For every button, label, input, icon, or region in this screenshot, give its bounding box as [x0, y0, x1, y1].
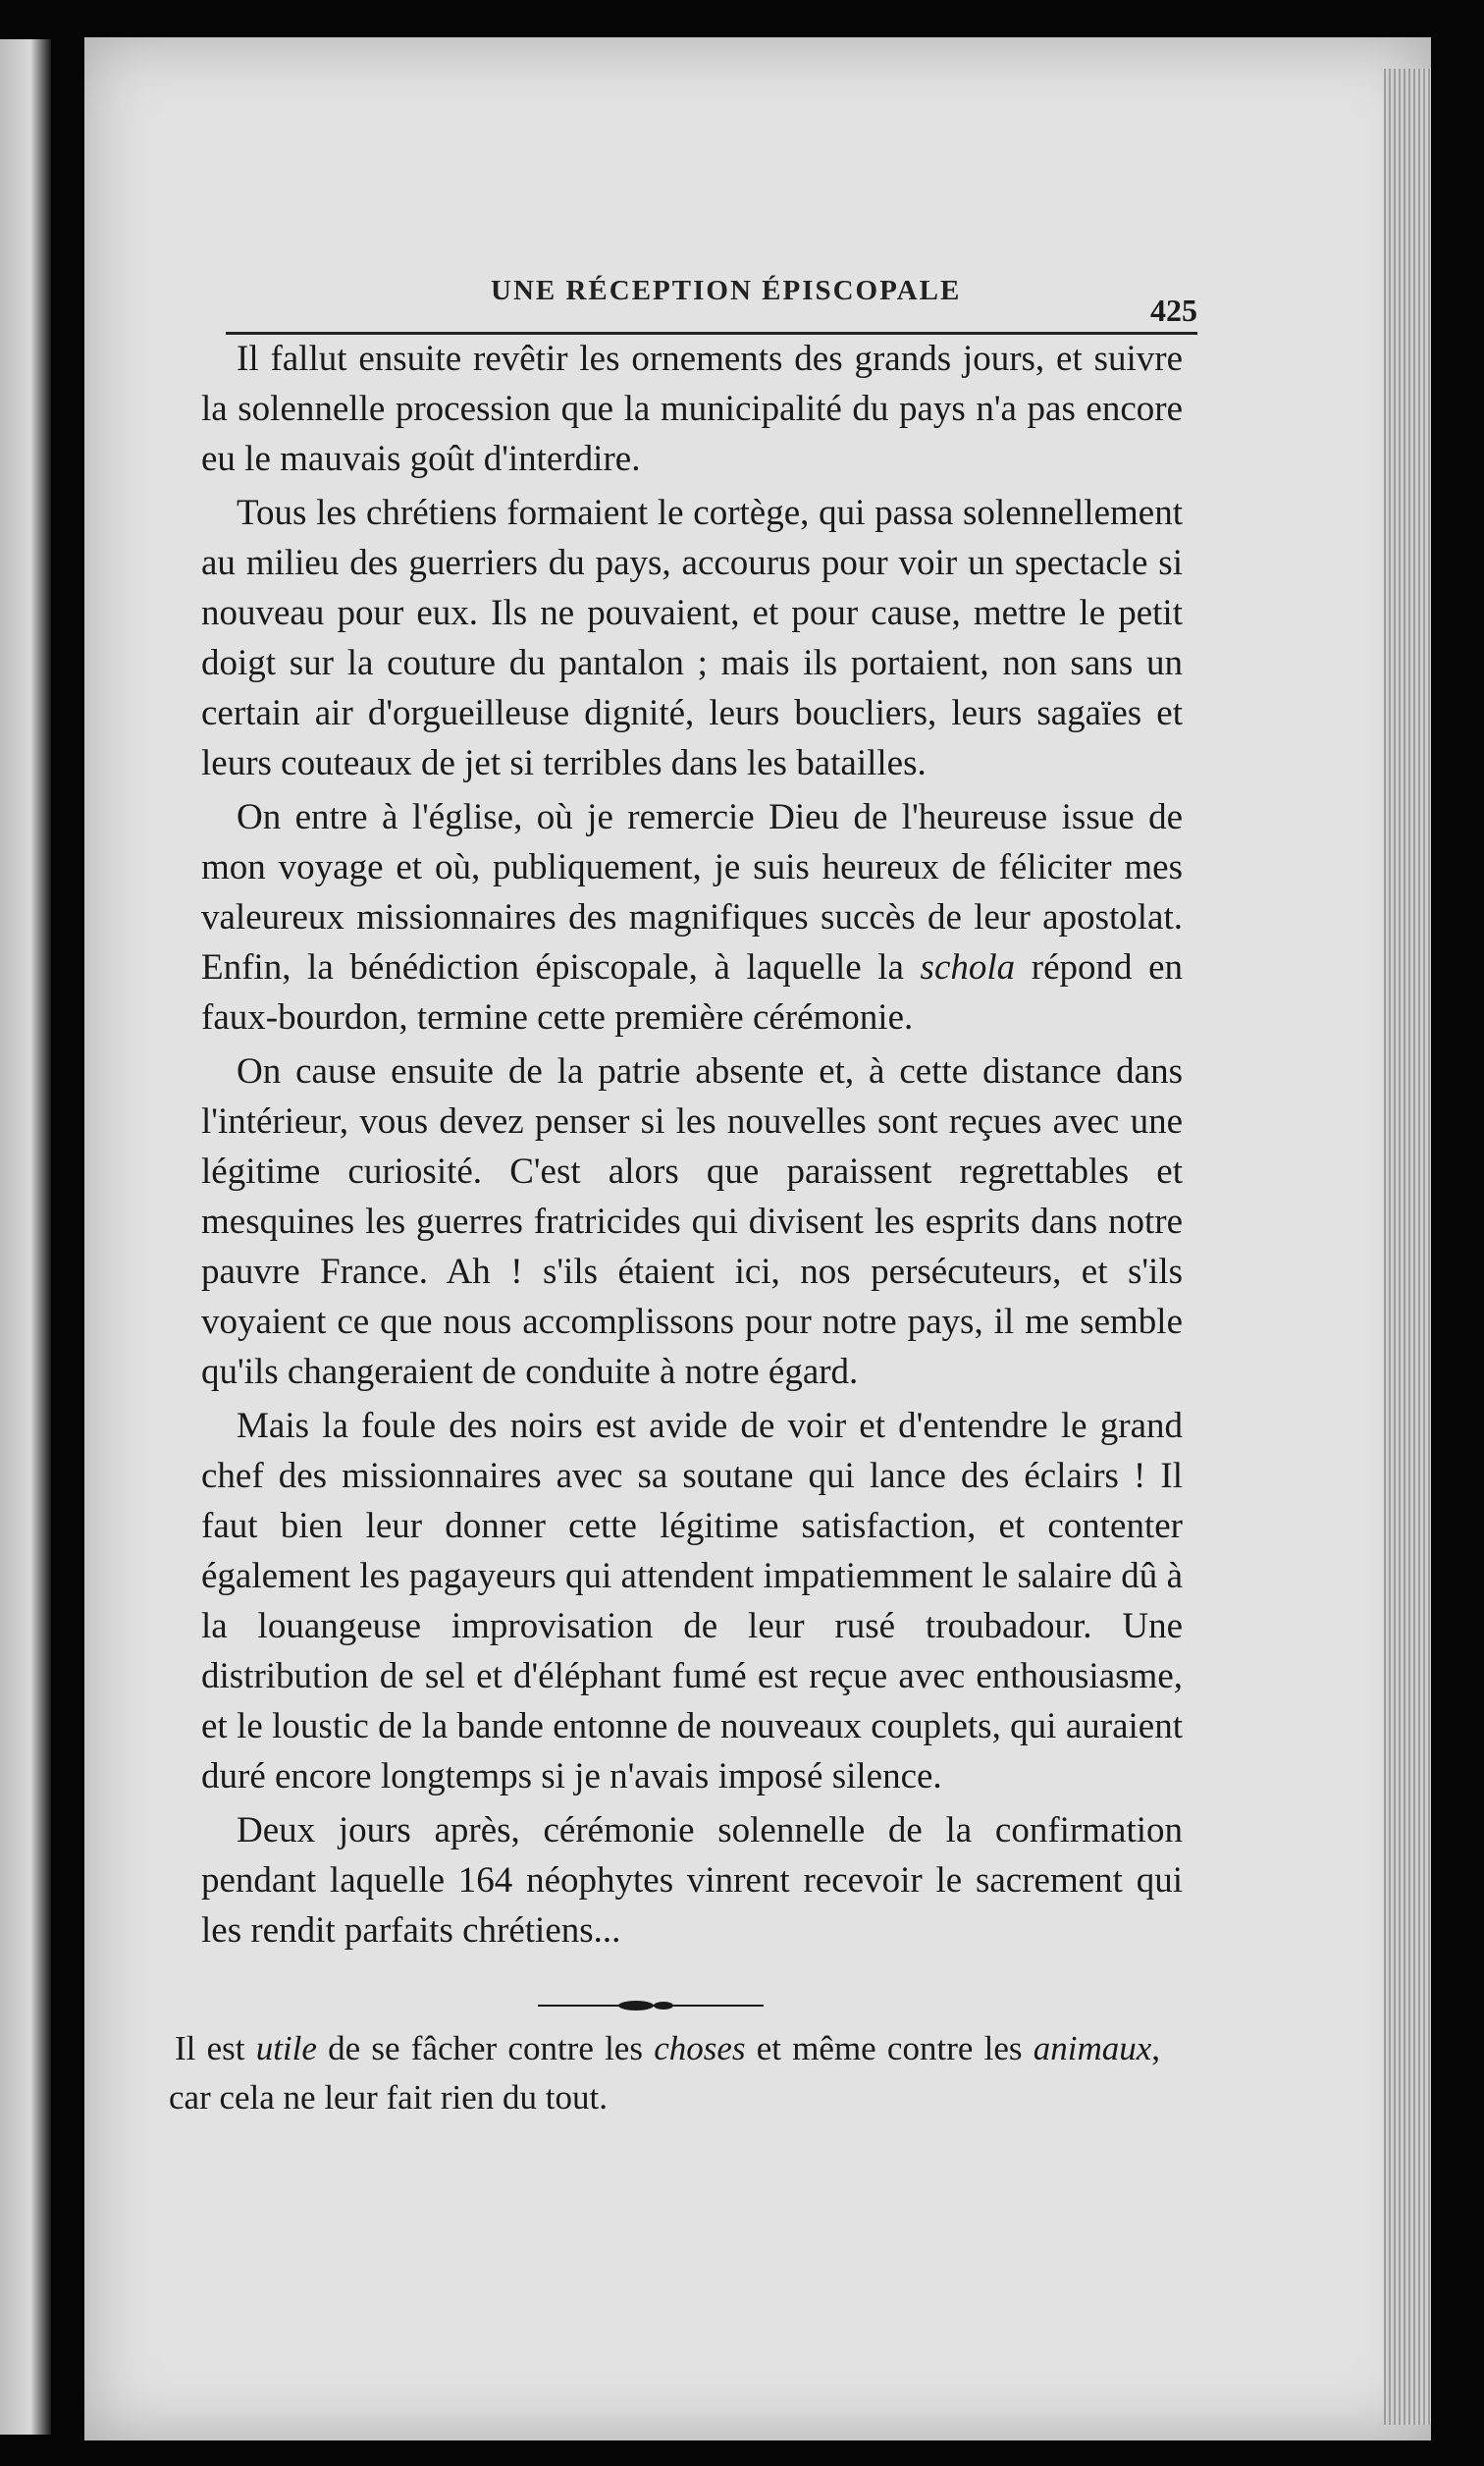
body-text: [201, 334, 1183, 1959]
maxim-word-animaux: animaux: [1033, 2029, 1152, 2067]
page-number: 425: [1150, 293, 1197, 328]
left-page-edge: [0, 39, 51, 2435]
page-stack-edge: [1384, 69, 1431, 2425]
maxim-word-utile: utile: [255, 2029, 317, 2067]
paragraph-1: Il fallut ensuite revêtir les ornements des grands jours, et suivre la solennelle procession que la municipalité du pays n'a pas encore eu le mauvais goût d'interdire.: [201, 339, 1183, 479]
paragraph-6: Deux jours après, cérémonie solennelle de la confirmation pendant laquelle 164 néophytes vinrent recevoir le sacrement qui les rendit parfaits chrétiens...: [201, 1810, 1183, 1951]
section-ornament: [538, 1999, 764, 2012]
maxim-text-4: , car cela ne leur fait rien du tout.: [169, 2029, 1161, 2117]
maxim-text-1: Il est: [175, 2029, 256, 2067]
maxim-text-2: de se fâcher contre les: [316, 2029, 655, 2067]
closing-maxim: [169, 2024, 1160, 2122]
paragraph-5: Mais la foule des noirs est avide de voir et d'entendre le grand chef des missionnaires avec sa soutane qui lance des éclairs ! Il faut bien leur donner cette légitime satisfaction, et contenter également les pagayeurs qui attendent impatiemment le salaire dû à la louangeuse improvisation de leur rusé troubadour. Une distribution de sel et d'éléphant fumé est reçue avec enthousiasme, et le loustic de la bande entonne de nouveaux couplets, qui auraient duré encore longtemps si je n'avais imposé silence.: [201, 1406, 1183, 1796]
running-title: UNE RÉCEPTION ÉPISCOPALE: [491, 275, 962, 306]
paragraph-3: On entre à l'église, où je remercie Dieu de l'heureuse issue de mon voyage et où, publiquement, je suis heureux de féliciter mes valeureux missionnaires des magnifiques succès de leur apostolat. Enfin, la bénédiction épiscopale, à laquelle la schola répond en faux-bourdon, termine cette première cérémonie.: [201, 797, 1184, 1038]
maxim-word-choses: choses: [654, 2029, 746, 2067]
paragraph-4: On cause ensuite de la patrie absente et, à cette distance dans l'intérieur, vous devez penser si les nouvelles sont reçues avec une légitime curiosité. C'est alors que paraissent regrettables et mesquines les guerres fratricides qui divisent les esprits dans notre pauvre France. Ah ! s'ils étaient ici, nos persécuteurs, et s'ils voyaient ce que nous accomplissons pour notre pays, il me semble qu'ils changeraient de conduite à notre égard.: [201, 1051, 1183, 1392]
paragraph-2: Tous les chrétiens formaient le cortège, qui passa solennellement au milieu des guerriers du pays, accourus pour voir un spectacle si nouveau pour eux. Ils ne pouvaient, et pour cause, mettre le petit doigt sur la couture du pantalon ; mais ils portaient, non sans un certain air d'orgueilleuse dignité, leurs boucliers, leurs sagaïes et leurs couteaux de jet si terribles dans les batailles.: [201, 493, 1183, 783]
page-header: [226, 263, 1197, 335]
maxim-text-3: et même contre les: [745, 2029, 1034, 2067]
